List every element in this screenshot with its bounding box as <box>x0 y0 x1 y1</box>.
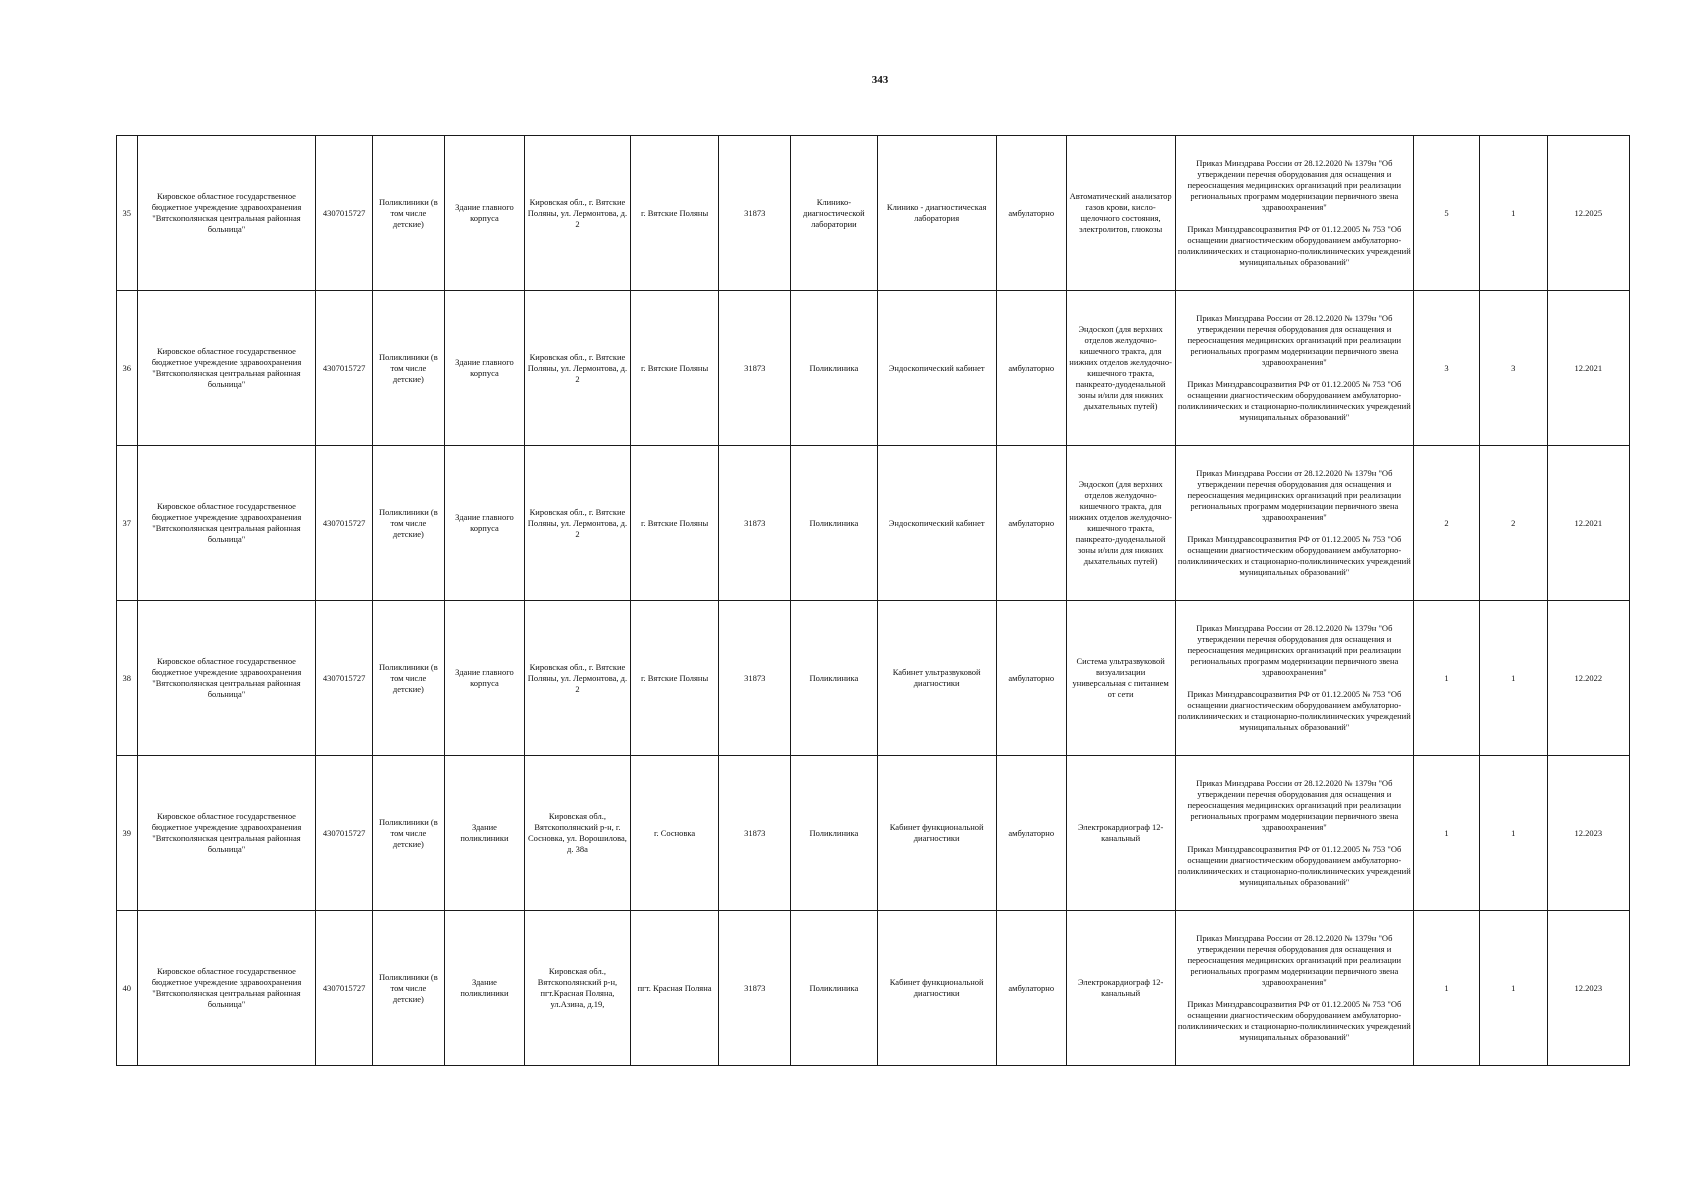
department: Поликлиника <box>791 446 877 601</box>
room-name: Кабинет функциональной диагностики <box>877 911 996 1066</box>
quantity-planned: 1 <box>1479 911 1547 1066</box>
table-row <box>117 756 1630 911</box>
row-number: 39 <box>117 756 138 911</box>
equipment-name: Электрокардиограф 12-канальный <box>1066 911 1175 1066</box>
equipment-name: Электрокардиограф 12-канальный <box>1066 756 1175 911</box>
inn-code: 4307015727 <box>316 601 373 756</box>
row-number: 38 <box>117 601 138 756</box>
delivery-date: 12.2022 <box>1547 601 1629 756</box>
delivery-date: 12.2021 <box>1547 291 1629 446</box>
room-name: Эндоскопический кабинет <box>877 446 996 601</box>
delivery-date: 12.2025 <box>1547 136 1629 291</box>
building-name: Здание главного корпуса <box>444 446 524 601</box>
quantity-required: 1 <box>1414 756 1480 911</box>
facility-type: Поликлиники (в том числе детские) <box>372 601 444 756</box>
inn-code: 4307015727 <box>316 136 373 291</box>
organization-name: Кировское областное государственное бюджетное учреждение здравоохранения "Вятскополянская центральная районная больница" <box>137 911 316 1066</box>
department: Поликлиника <box>791 756 877 911</box>
regulatory-documents <box>1175 601 1413 756</box>
address: Кировская обл., г. Вятские Поляны, ул. Лермонтова, д. 2 <box>525 601 631 756</box>
page-number: 343 <box>871 74 889 86</box>
room-name: Кабинет функциональной диагностики <box>877 756 996 911</box>
room-name: Кабинет ультразвуковой диагностики <box>877 601 996 756</box>
row-number: 37 <box>117 446 138 601</box>
quantity-required: 2 <box>1414 446 1480 601</box>
care-conditions: амбулаторно <box>996 756 1066 911</box>
regulatory-document-1: Приказ Минздрава России от 28.12.2020 № 1379н "Об утверждении перечня оборудования для оснащения и переоснащения медицинских организаций при реализации региональных программ модернизации первичного звена здравоохранения" <box>1187 933 1402 987</box>
row-number: 35 <box>117 136 138 291</box>
locality: г. Вятские Поляны <box>630 601 718 756</box>
regulatory-document-1: Приказ Минздрава России от 28.12.2020 № 1379н "Об утверждении перечня оборудования для оснащения и переоснащения медицинских организаций при реализации региональных программ модернизации первичного звена здравоохранения" <box>1187 468 1402 522</box>
building-name: Здание поликлиники <box>444 756 524 911</box>
organization-name: Кировское областное государственное бюджетное учреждение здравоохранения "Вятскополянская центральная районная больница" <box>137 601 316 756</box>
department: Поликлиника <box>791 911 877 1066</box>
locality: г. Вятские Поляны <box>630 446 718 601</box>
regulatory-document-1: Приказ Минздрава России от 28.12.2020 № 1379н "Об утверждении перечня оборудования для оснащения и переоснащения медицинских организаций при реализации региональных программ модернизации первичного звена здравоохранения" <box>1187 313 1402 367</box>
table-row <box>117 601 1630 756</box>
oktmo-code: 31873 <box>719 446 791 601</box>
organization-name: Кировское областное государственное бюджетное учреждение здравоохранения "Вятскополянская центральная районная больница" <box>137 136 316 291</box>
equipment-name: Система ультразвуковой визуализации универсальная с питанием от сети <box>1066 601 1175 756</box>
quantity-planned: 2 <box>1479 446 1547 601</box>
room-name: Клинико - диагностическая лаборатория <box>877 136 996 291</box>
oktmo-code: 31873 <box>719 601 791 756</box>
organization-name: Кировское областное государственное бюджетное учреждение здравоохранения "Вятскополянская центральная районная больница" <box>137 756 316 911</box>
registry-rows <box>117 136 1630 1066</box>
address: Кировская обл., Вятскополянский р-н, г. Сосновка, ул. Ворошилова, д. 38а <box>525 756 631 911</box>
department: Поликлиника <box>791 291 877 446</box>
equipment-name: Автоматический анализатор газов крови, кисло-щелочного состояния, электролитов, глюкозы <box>1066 136 1175 291</box>
quantity-planned: 1 <box>1479 601 1547 756</box>
quantity-planned: 1 <box>1479 136 1547 291</box>
care-conditions: амбулаторно <box>996 136 1066 291</box>
regulatory-documents <box>1175 756 1413 911</box>
regulatory-document-2: Приказ Минздравсоцразвития РФ от 01.12.2005 № 753 "Об оснащении диагностическим оборудованием амбулаторно-поликлинических и стационарно-поликлинических учреждений муниципальных образований" <box>1177 224 1411 267</box>
organization-name: Кировское областное государственное бюджетное учреждение здравоохранения "Вятскополянская центральная районная больница" <box>137 446 316 601</box>
locality: пгт. Красная Поляна <box>630 911 718 1066</box>
regulatory-document-2: Приказ Минздравсоцразвития РФ от 01.12.2005 № 753 "Об оснащении диагностическим оборудованием амбулаторно-поликлинических и стационарно-поликлинических учреждений муниципальных образований" <box>1177 999 1411 1042</box>
regulatory-documents <box>1175 911 1413 1066</box>
inn-code: 4307015727 <box>316 756 373 911</box>
locality: г. Вятские Поляны <box>630 136 718 291</box>
equipment-registry-table <box>116 135 1630 1066</box>
oktmo-code: 31873 <box>719 291 791 446</box>
table-row <box>117 446 1630 601</box>
regulatory-documents <box>1175 136 1413 291</box>
care-conditions: амбулаторно <box>996 446 1066 601</box>
oktmo-code: 31873 <box>719 911 791 1066</box>
department: Клинико-диагностической лаборатории <box>791 136 877 291</box>
quantity-required: 1 <box>1414 911 1480 1066</box>
inn-code: 4307015727 <box>316 446 373 601</box>
care-conditions: амбулаторно <box>996 291 1066 446</box>
address: Кировская обл., г. Вятские Поляны, ул. Лермонтова, д. 2 <box>525 136 631 291</box>
regulatory-documents <box>1175 446 1413 601</box>
regulatory-document-2: Приказ Минздравсоцразвития РФ от 01.12.2005 № 753 "Об оснащении диагностическим оборудованием амбулаторно-поликлинических и стационарно-поликлинических учреждений муниципальных образований" <box>1177 689 1411 732</box>
row-number: 40 <box>117 911 138 1066</box>
regulatory-document-2: Приказ Минздравсоцразвития РФ от 01.12.2005 № 753 "Об оснащении диагностическим оборудованием амбулаторно-поликлинических и стационарно-поликлинических учреждений муниципальных образований" <box>1177 844 1411 887</box>
quantity-planned: 1 <box>1479 756 1547 911</box>
address: Кировская обл., г. Вятские Поляны, ул. Лермонтова, д. 2 <box>525 446 631 601</box>
regulatory-documents <box>1175 291 1413 446</box>
regulatory-document-1: Приказ Минздрава России от 28.12.2020 № 1379н "Об утверждении перечня оборудования для оснащения и переоснащения медицинских организаций при реализации региональных программ модернизации первичного звена здравоохранения" <box>1187 158 1402 212</box>
row-number: 36 <box>117 291 138 446</box>
table-row <box>117 911 1630 1066</box>
facility-type: Поликлиники (в том числе детские) <box>372 911 444 1066</box>
building-name: Здание поликлиники <box>444 911 524 1066</box>
department: Поликлиника <box>791 601 877 756</box>
building-name: Здание главного корпуса <box>444 291 524 446</box>
regulatory-document-1: Приказ Минздрава России от 28.12.2020 № 1379н "Об утверждении перечня оборудования для оснащения и переоснащения медицинских организаций при реализации региональных программ модернизации первичного звена здравоохранения" <box>1187 778 1402 832</box>
quantity-planned: 3 <box>1479 291 1547 446</box>
inn-code: 4307015727 <box>316 911 373 1066</box>
room-name: Эндоскопический кабинет <box>877 291 996 446</box>
oktmo-code: 31873 <box>719 136 791 291</box>
locality: г. Сосновка <box>630 756 718 911</box>
building-name: Здание главного корпуса <box>444 136 524 291</box>
care-conditions: амбулаторно <box>996 601 1066 756</box>
address: Кировская обл., г. Вятские Поляны, ул. Лермонтова, д. 2 <box>525 291 631 446</box>
delivery-date: 12.2023 <box>1547 911 1629 1066</box>
address: Кировская обл., Вятскополянский р-н, пгт.Красная Поляна, ул.Азина, д.19, <box>525 911 631 1066</box>
quantity-required: 5 <box>1414 136 1480 291</box>
table-row <box>117 136 1630 291</box>
care-conditions: амбулаторно <box>996 911 1066 1066</box>
delivery-date: 12.2021 <box>1547 446 1629 601</box>
quantity-required: 3 <box>1414 291 1480 446</box>
organization-name: Кировское областное государственное бюджетное учреждение здравоохранения "Вятскополянская центральная районная больница" <box>137 291 316 446</box>
locality: г. Вятские Поляны <box>630 291 718 446</box>
equipment-name: Эндоскоп (для верхних отделов желудочно-кишечного тракта, для нижних отделов желудочно-кишечного тракта, панкреато-дуоденальной зоны и/или для нижних дыхательных путей) <box>1066 446 1175 601</box>
facility-type: Поликлиники (в том числе детские) <box>372 756 444 911</box>
oktmo-code: 31873 <box>719 756 791 911</box>
equipment-name: Эндоскоп (для верхних отделов желудочно-кишечного тракта, для нижних отделов желудочно-кишечного тракта, панкреато-дуоденальной зоны и/или для нижних дыхательных путей) <box>1066 291 1175 446</box>
building-name: Здание главного корпуса <box>444 601 524 756</box>
inn-code: 4307015727 <box>316 291 373 446</box>
regulatory-document-2: Приказ Минздравсоцразвития РФ от 01.12.2005 № 753 "Об оснащении диагностическим оборудованием амбулаторно-поликлинических и стационарно-поликлинических учреждений муниципальных образований" <box>1177 379 1411 422</box>
facility-type: Поликлиники (в том числе детские) <box>372 446 444 601</box>
delivery-date: 12.2023 <box>1547 756 1629 911</box>
quantity-required: 1 <box>1414 601 1480 756</box>
regulatory-document-2: Приказ Минздравсоцразвития РФ от 01.12.2005 № 753 "Об оснащении диагностическим оборудованием амбулаторно-поликлинических и стационарно-поликлинических учреждений муниципальных образований" <box>1177 534 1411 577</box>
facility-type: Поликлиники (в том числе детские) <box>372 291 444 446</box>
facility-type: Поликлиники (в том числе детские) <box>372 136 444 291</box>
regulatory-document-1: Приказ Минздрава России от 28.12.2020 № 1379н "Об утверждении перечня оборудования для оснащения и переоснащения медицинских организаций при реализации региональных программ модернизации первичного звена здравоохранения" <box>1187 623 1402 677</box>
table-row <box>117 291 1630 446</box>
